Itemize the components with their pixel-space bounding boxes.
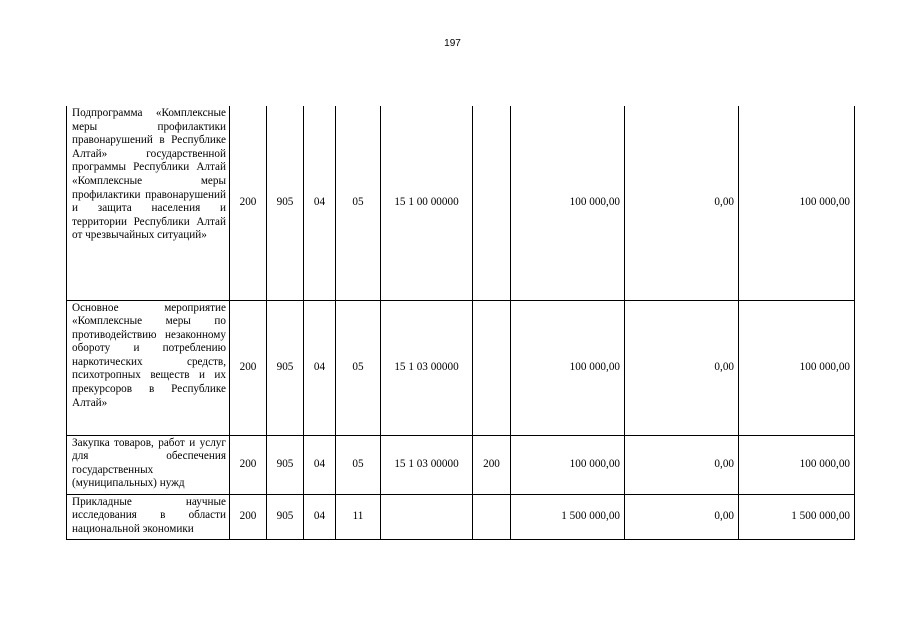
row-section: 04: [304, 106, 336, 300]
row-amount-1: 1 500 000,00: [511, 494, 625, 539]
row-expense-type: [473, 106, 511, 300]
row-grbs: 905: [267, 435, 304, 494]
row-target: [381, 494, 473, 539]
row-subsection: 11: [336, 494, 381, 539]
row-grbs: 905: [267, 106, 304, 300]
row-name: Прикладные научные исследования в области национальной экономики: [67, 494, 230, 539]
table-row: [67, 300, 855, 435]
row-code: 200: [230, 106, 267, 300]
row-section: 04: [304, 435, 336, 494]
row-expense-type: [473, 494, 511, 539]
row-expense-type: [473, 300, 511, 435]
row-amount-3: 100 000,00: [739, 435, 855, 494]
row-target: 15 1 03 00000: [381, 300, 473, 435]
row-amount-1: 100 000,00: [511, 300, 625, 435]
row-code: 200: [230, 435, 267, 494]
row-subsection: 05: [336, 435, 381, 494]
row-amount-2: 0,00: [625, 106, 739, 300]
table-row: [67, 494, 855, 539]
row-amount-2: 0,00: [625, 435, 739, 494]
row-subsection: 05: [336, 300, 381, 435]
row-name: Подпрограмма «Комплексные меры профилактики правонарушений в Республике Алтай» государственной программы Республики Алтай «Комплексные меры профилактики правонарушений и защита населения и территории Республики Алтай от чрезвычайных ситуаций»: [67, 106, 230, 300]
row-target: 15 1 00 00000: [381, 106, 473, 300]
page-number: 197: [444, 38, 461, 49]
row-expense-type: 200: [473, 435, 511, 494]
budget-table: [66, 106, 855, 540]
table-row: [67, 435, 855, 494]
row-code: 200: [230, 494, 267, 539]
row-grbs: 905: [267, 494, 304, 539]
table-row: [67, 106, 855, 300]
row-amount-1: 100 000,00: [511, 435, 625, 494]
row-amount-1: 100 000,00: [511, 106, 625, 300]
row-section: 04: [304, 494, 336, 539]
row-code: 200: [230, 300, 267, 435]
row-grbs: 905: [267, 300, 304, 435]
row-name: Закупка товаров, работ и услуг для обеспечения государственных (муниципальных) нужд: [67, 435, 230, 494]
row-amount-2: 0,00: [625, 300, 739, 435]
row-amount-2: 0,00: [625, 494, 739, 539]
row-amount-3: 1 500 000,00: [739, 494, 855, 539]
row-name: Основное мероприятие «Комплексные меры по противодействию незаконному обороту и потреблению наркотических средств, психотропных веществ и их прекурсоров в Республике Алтай»: [67, 300, 230, 435]
row-subsection: 05: [336, 106, 381, 300]
row-section: 04: [304, 300, 336, 435]
row-amount-3: 100 000,00: [739, 300, 855, 435]
row-amount-3: 100 000,00: [739, 106, 855, 300]
row-target: 15 1 03 00000: [381, 435, 473, 494]
